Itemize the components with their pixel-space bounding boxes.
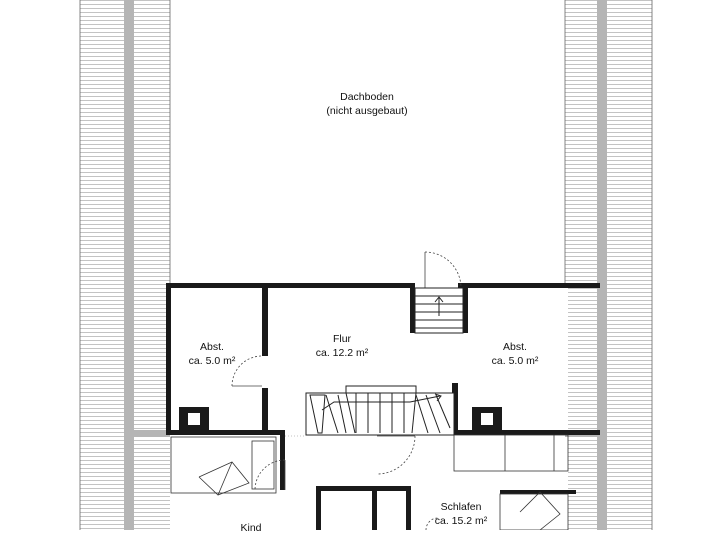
- kind-name: Kind: [240, 522, 262, 534]
- label-abst-right: [492, 340, 539, 368]
- chimney-left: [179, 407, 209, 431]
- door-abst-left: [232, 356, 262, 386]
- bed-schlafen: [500, 492, 568, 530]
- label-kind: [240, 521, 261, 535]
- abst-left-area: ca. 5.0 m²: [188, 355, 236, 367]
- abst-left-name: Abst.: [200, 341, 224, 353]
- roof-eave-strips: [134, 430, 597, 530]
- abst-right-name: Abst.: [503, 341, 527, 353]
- flur-area: ca. 12.2 m²: [315, 347, 369, 359]
- main-staircase: [306, 386, 454, 435]
- bed-kind: [171, 437, 276, 495]
- flur-name: Flur: [332, 333, 352, 345]
- schlafen-area: ca. 15.2 m²: [434, 515, 488, 527]
- dachboden-name: Dachboden: [340, 91, 394, 103]
- label-abst-left: [189, 340, 236, 368]
- dachboden-note: (nicht ausgebaut): [326, 105, 408, 117]
- door-flur-lower: [377, 436, 415, 474]
- abst-right-area: ca. 5.0 m²: [491, 355, 539, 367]
- attic-stair: [415, 288, 463, 333]
- label-flur: [316, 332, 369, 360]
- label-dachboden: [326, 90, 407, 118]
- schlafen-name: Schlafen: [440, 501, 482, 513]
- attic-door: [425, 252, 461, 288]
- label-schlafen: [435, 500, 488, 528]
- wardrobe-schlafen: [454, 435, 568, 471]
- chimney-right: [472, 407, 502, 431]
